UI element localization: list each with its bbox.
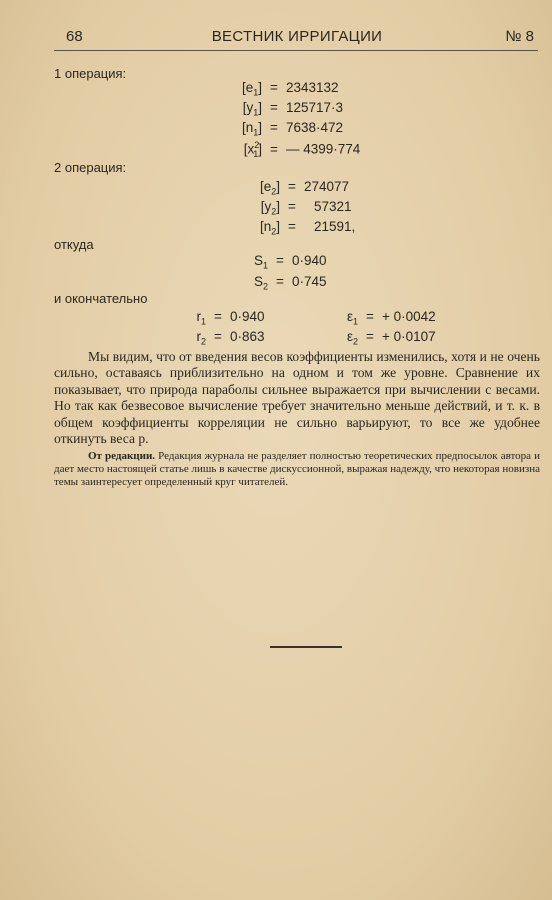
page-header [54, 28, 540, 50]
equation-e1: $[e_1] = 2343132$ [241, 80, 339, 98]
equation-r1: $r_1 = 0\cdot 940$ [196, 309, 265, 327]
operation-1-label: 1 операция: [54, 66, 127, 81]
finally-label: и окончательно [54, 291, 148, 306]
editorial-note-lead: От редакции. [88, 450, 156, 462]
equation-x1-squared: $[x^2_1]$ = — 4399·774 [243, 140, 361, 160]
end-rule [270, 646, 342, 648]
equation-s2: $S_2 = 0\cdot 745$ [253, 274, 327, 292]
equation-n2: $[n_2] = 21591$, [259, 219, 356, 237]
equation-eps2: $\varepsilon_2$ = + 0·0107 [346, 329, 436, 347]
equation-e2: $[e_2] = 274077$ [259, 179, 350, 197]
equation-r2: $r_2 = 0\cdot 863$ [196, 329, 265, 347]
equation-y1: $[y_1] = 125717\cdot 3$ [242, 100, 344, 118]
equation-y2: $[y_2] = 57321$ [260, 199, 352, 217]
editorial-note-text: Редакция журнала не разделяет полностью теоретических предпосылок автора и дает место настоящей статье лишь в качестве дискуссионной, выражая надежду, что некоторая новизна темы заинтересует определенный круг читателей. [54, 450, 541, 488]
whence-label: откуда [54, 237, 94, 252]
editorial-note [54, 450, 540, 489]
equation-s1: $S_1 = 0\cdot 940$ [253, 253, 327, 271]
equation-eps1: $\varepsilon_1$ = + 0·0042 [346, 309, 436, 327]
equation-n1: $[n_1] = 7638\cdot 472$ [241, 120, 344, 138]
operation-2-label: 2 операция: [54, 160, 127, 175]
journal-title: ВЕСТНИК ИРРИГАЦИИ [211, 28, 383, 45]
issue-number: № 8 [505, 28, 534, 45]
page-number: 68 [66, 28, 83, 45]
header-rule [54, 50, 538, 51]
conclusion-paragraph: Мы видим, что от введения весов коэффициенты изменились, хотя и не очень сильно, оставаясь приблизительно на одном и том же уровне. Сравнение их показывает, что природа параболы сильнее выражается при вычислении с весами. Но так как безвесовое вычисление требует значительно меньше действий, и т. к. в общем коэффициенты корреляции не сильно варьируют, то все же удобнее откинуть веса р. [54, 349, 540, 447]
